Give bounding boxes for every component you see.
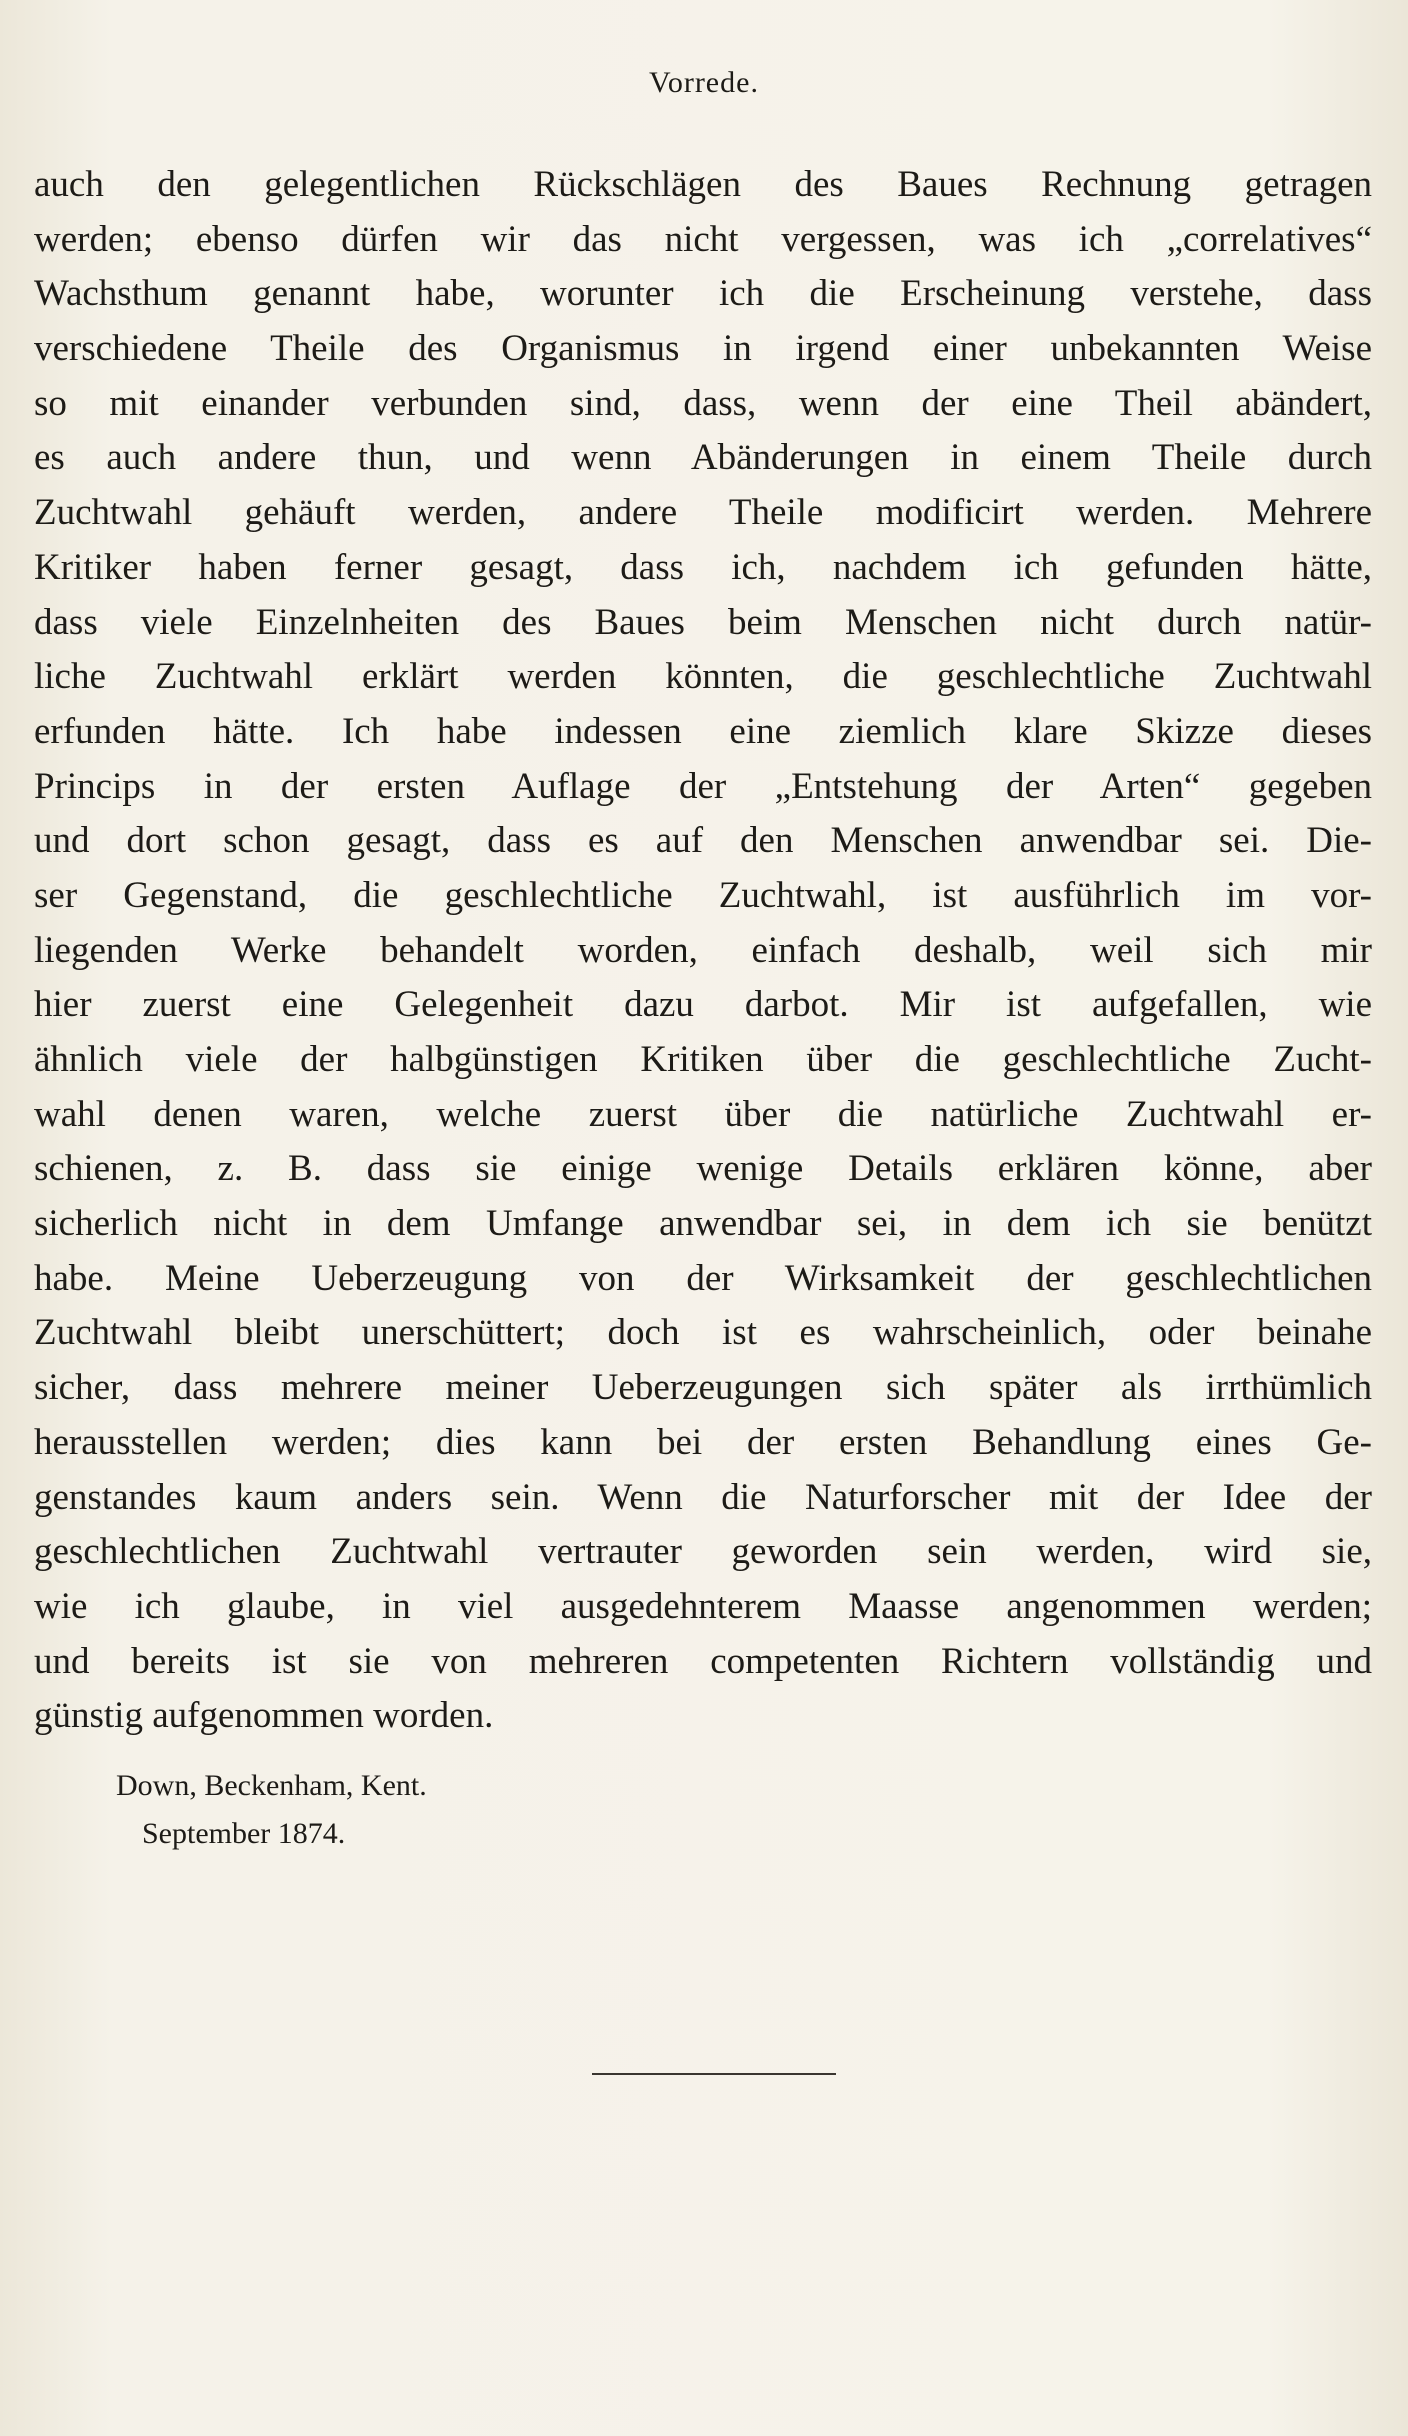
text-line: sicherlich nicht in dem Umfange anwendbar sei, in dem ich sie benützt [34,1203,1372,1245]
text-line-last: günstig aufgenommen worden. [34,1695,494,1737]
text-line: wahl denen waren, welche zuerst über die natürliche Zuchtwahl er- [34,1093,1372,1135]
text-line: erfunden hätte. Ich habe indessen eine ziemlich klare Skizze dieses [34,710,1372,752]
body-text [34,158,1372,1744]
text-line: verschiedene Theile des Organismus in irgend einer unbekannten Weise [34,328,1372,370]
closing-rule [592,2073,836,2075]
text-line: sicher, dass mehrere meiner Ueberzeugungen sich später als irrthümlich [34,1367,1372,1409]
text-line: liegenden Werke behandelt worden, einfach deshalb, weil sich mir [34,929,1372,971]
text-line: Zuchtwahl bleibt unerschüttert; doch ist es wahrscheinlich, oder beinahe [34,1312,1372,1354]
text-line: und bereits ist sie von mehreren competenten Richtern vollständig und [34,1640,1372,1682]
text-line: schienen, z. B. dass sie einige wenige Details erklären könne, aber [34,1148,1372,1190]
text-line: wie ich glaube, in viel ausgedehnterem Maasse angenommen werden; [34,1585,1372,1627]
text-line: auch den gelegentlichen Rückschlägen des Baues Rechnung getragen [34,164,1372,205]
text-line: ser Gegenstand, die geschlechtliche Zuchtwahl, ist ausführlich im vor- [34,874,1372,916]
text-line: herausstellen werden; dies kann bei der ersten Behandlung eines Ge- [34,1421,1372,1463]
text-line: liche Zuchtwahl erklärt werden könnten, die geschlechtliche Zuchtwahl [34,656,1372,698]
text-line: Kritiker haben ferner gesagt, dass ich, nachdem ich gefunden hätte, [34,546,1372,588]
text-line: Zuchtwahl gehäuft werden, andere Theile modificirt werden. Mehrere [34,492,1372,534]
text-line: Wachsthum genannt habe, worunter ich die Erscheinung verstehe, dass [34,273,1372,315]
text-line: dass viele Einzelnheiten des Baues beim Menschen nicht durch natür- [34,601,1372,643]
signature-place: Down, Beckenham, Kent. [116,1769,427,1802]
text-line: habe. Meine Ueberzeugung von der Wirksamkeit der geschlechtlichen [34,1257,1372,1299]
text-line: so mit einander verbunden sind, dass, wenn der eine Theil abändert, [34,382,1372,424]
text-line: es auch andere thun, und wenn Abänderungen in einem Theile durch [34,437,1372,479]
text-line: geschlechtlichen Zuchtwahl vertrauter geworden sein werden, wird sie, [34,1531,1372,1573]
signature-block [116,1762,427,1858]
text-line: hier zuerst eine Gelegenheit dazu darbot. Mir ist aufgefallen, wie [34,984,1372,1026]
text-line: ähnlich viele der halbgünstigen Kritiken über die geschlechtliche Zucht- [34,1039,1372,1080]
signature-date: September 1874. [142,1817,346,1850]
text-line: Princips in der ersten Auflage der „Entstehung der Arten“ gegeben [34,765,1372,807]
text-line: werden; ebenso dürfen wir das nicht vergessen, was ich „correlatives“ [34,218,1372,260]
text-line: genstandes kaum anders sein. Wenn die Naturforscher mit der Idee der [34,1476,1372,1518]
running-head: Vorrede. [649,66,759,99]
text-line: und dort schon gesagt, dass es auf den Menschen anwendbar sei. Die- [34,820,1372,862]
